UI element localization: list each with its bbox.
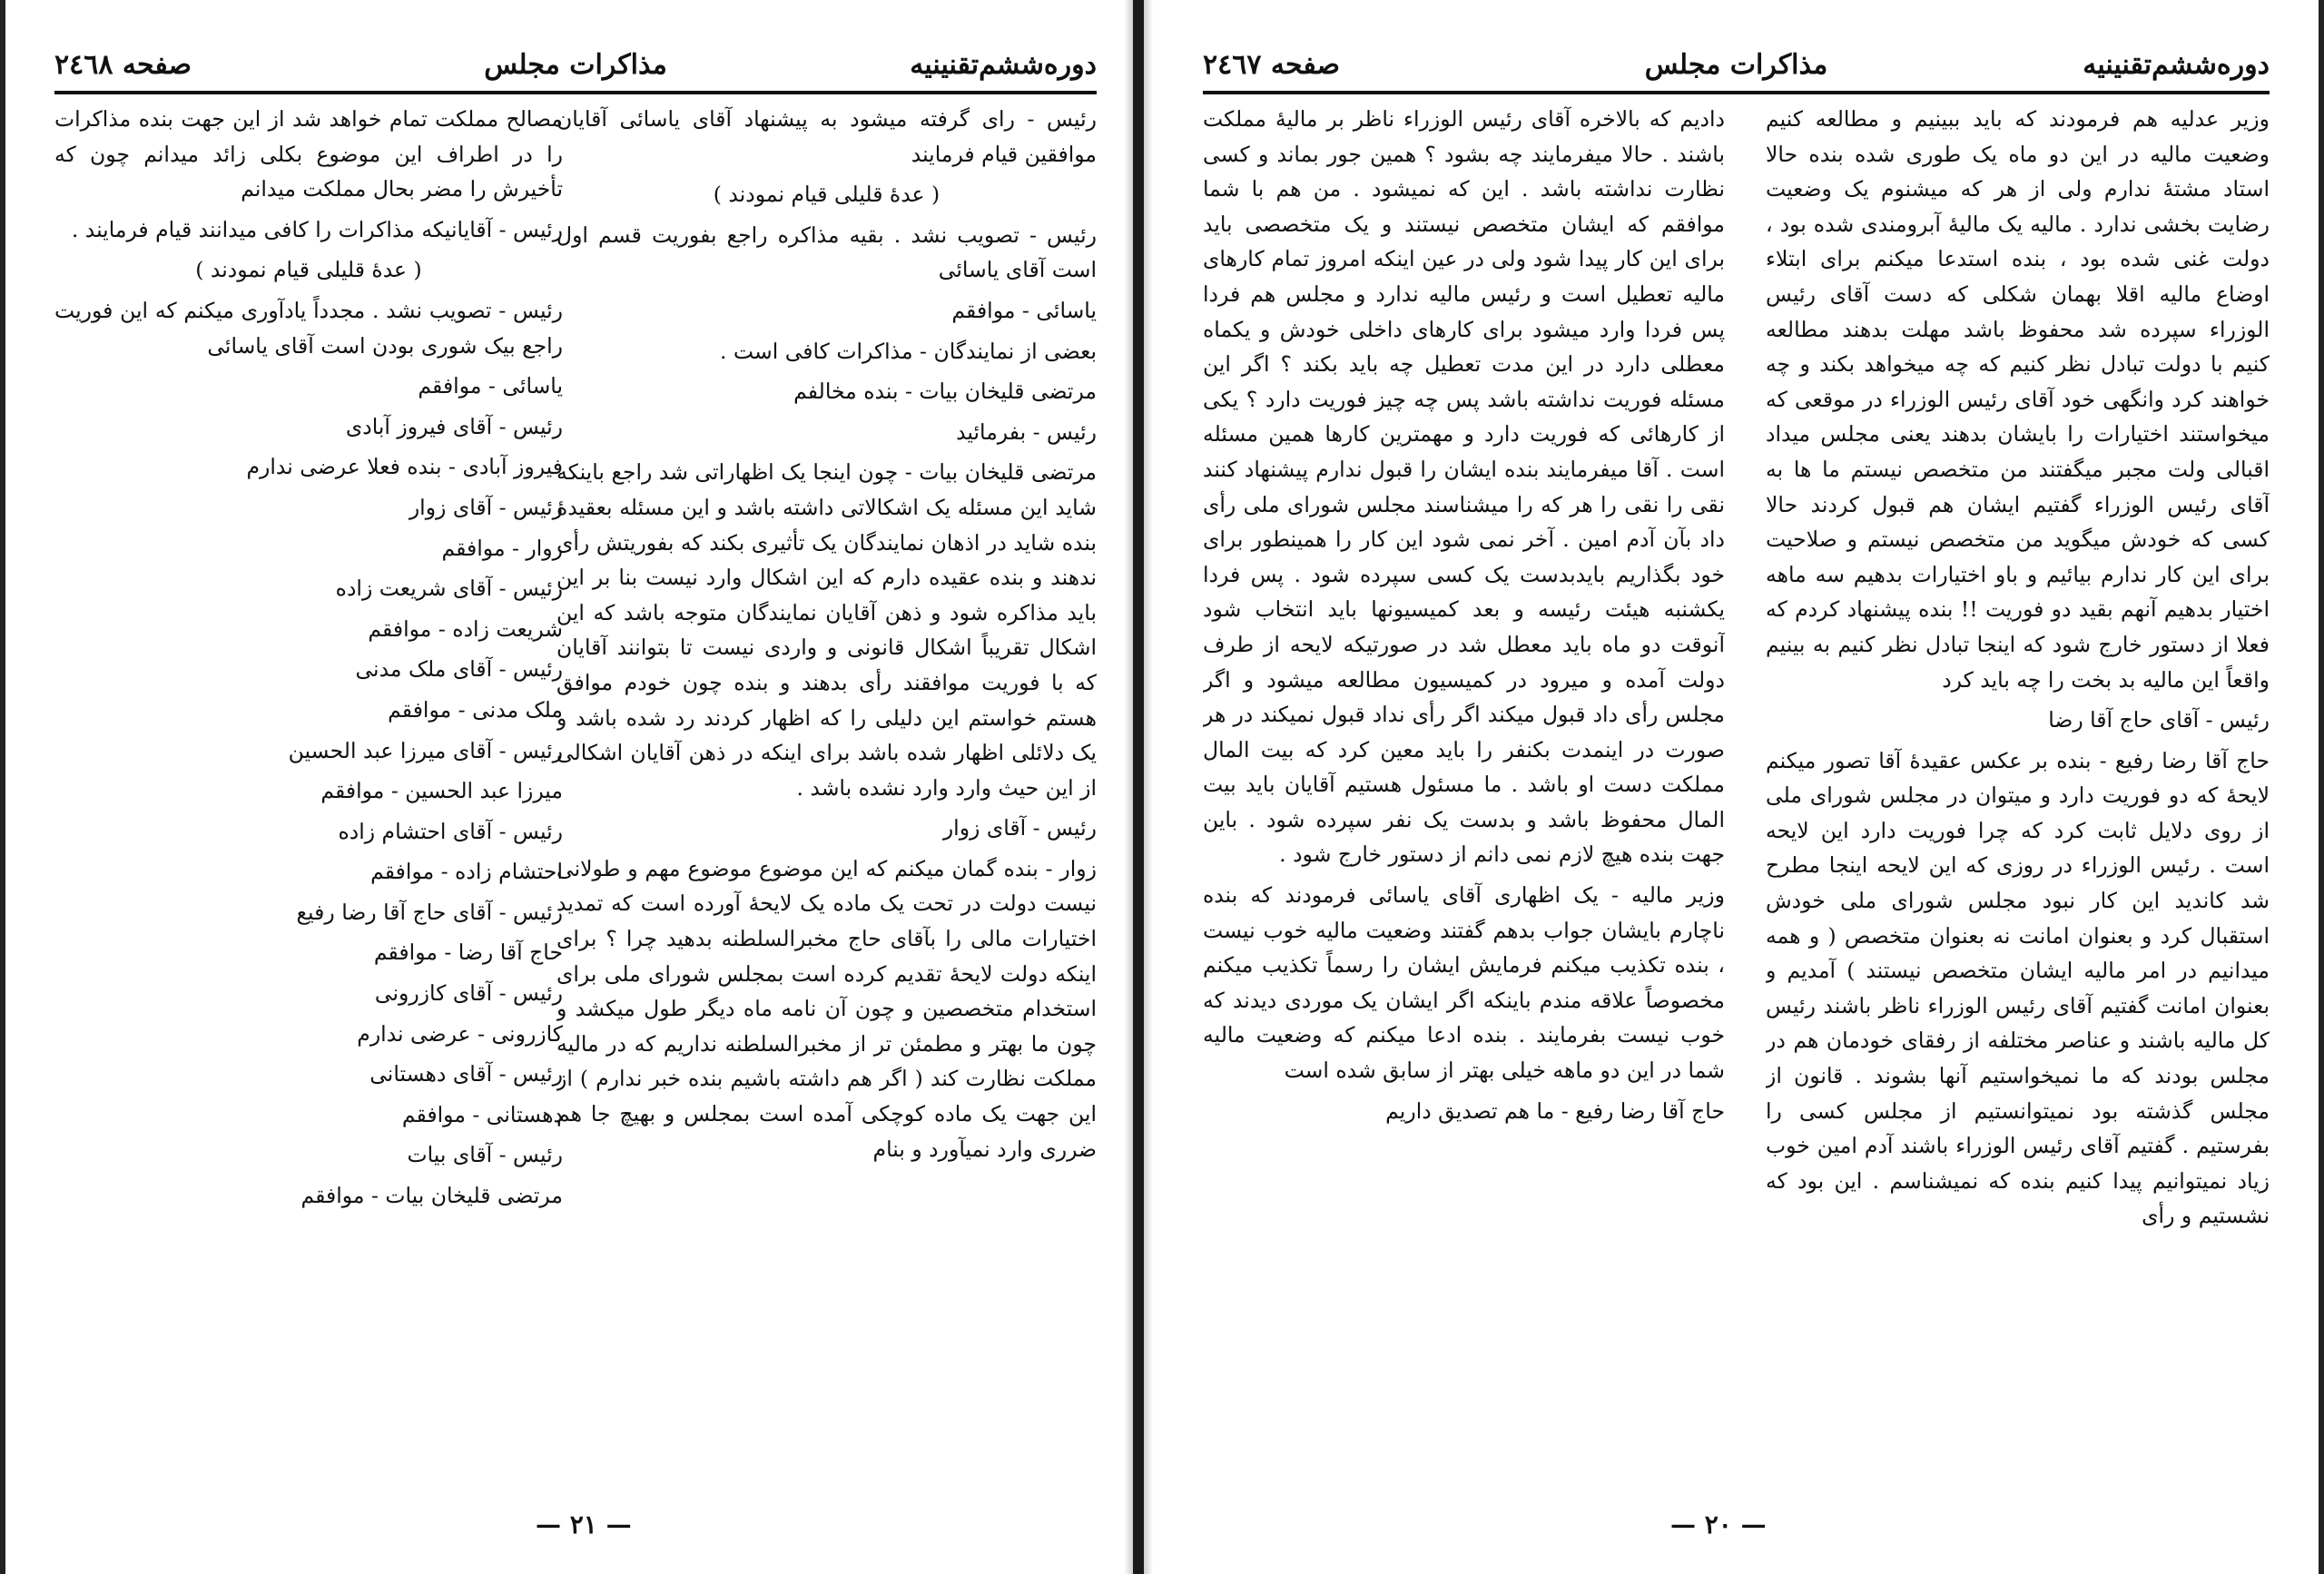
transcript-paragraph: احتشام زاده - موافقم — [370, 859, 563, 885]
transcript-paragraph: رئیس - آقای احتشام زاده — [338, 818, 563, 844]
transcript-paragraph: رئیس - بفرمائید — [956, 418, 1097, 445]
journal-title: دوره‌ششم‌تقنینیه — [2083, 49, 2270, 81]
page-footer-number: — ۲۰ — — [1670, 1510, 1767, 1540]
transcript-paragraph: رئیس - آقای بیات — [407, 1142, 563, 1168]
transcript-paragraph: رئیس - آقای زوار — [942, 815, 1097, 841]
transcript-paragraph: وزیر عدلیه هم فرمودند که باید ببینیم و مطالعه کنیم وضعیت مالیه در این دو ماه یک طوری شده بنده حالا استاد مشتهٔ ندارم ولی از هر که میشنوم یک وضعیت رضایت بخشی ندارد . مالیه یک مالیهٔ آبرومندی شده بود ، دولت غنی شده بود ، بنده استدعا میکنم برای ابتلاء اوضاع مالیه اقلا بهمان شکلی که دست آقای رئیس الوزراء سپرده شد محفوظ باشد مهلت بدهند مطالعه کنیم با دولت تبادل نظر کنیم که چه میخواهد بکند و چه خواهند کرد وانگهی خود آقای رئیس الوزراء در موقعی که میخواستند اختیارات را بایشان بدهند یعنی مجلس میداد اقبالی ولت مجبر میگفتند من متخصص نیستم ما ها به آقای رئیس الوزراء گفتیم ایشان هم قبول کردند حالا کسی که خودش میگوید من متخصص نیستم و صلاحیت برای این کار ندارم بیائیم و باو اختیارات بدهیم سه ماهه اختیار بدهیم آنهم بقید دو فوریت !! بنده پیشنهاد کردم که فعلا از دستور خارج شود که اینجا تبادل نظر کنیم به بینیم واقعاً این مالیه بد بخت را چه باید کرد — [1766, 106, 2270, 693]
transcript-paragraph: فیروز آبادی - بنده فعلا عرضی ندارم — [246, 454, 563, 480]
transcript-paragraph: مرتضی قلیخان بیات - موافقم — [300, 1183, 563, 1209]
transcript-paragraph: رئیس - آقایانیکه مذاکرات را کافی میدانند قیام فرمایند . — [71, 216, 563, 242]
transcript-paragraph: رئیس - آقای میرزا عبد الحسین — [288, 737, 563, 763]
transcript-paragraph: میرزا عبد الحسین - موافقم — [320, 778, 563, 804]
journal-title: دوره‌ششم‌تقنینیه — [910, 49, 1097, 81]
publication-title: مذاکرات مجلس — [1644, 49, 1828, 81]
transcript-paragraph: حاج آقا رضا - موافقم — [373, 939, 563, 966]
transcript-paragraph: زوار - موافقم — [441, 535, 563, 561]
transcript-paragraph: رئیس - آقای دهستانی — [369, 1061, 563, 1087]
transcript-paragraph: رئیس - تصویب نشد . بقیه مذاکره راجع بفوریت قسم اول است آقای یاسائی — [556, 221, 1097, 283]
right-page — [1144, 0, 2324, 1574]
publication-title: مذاکرات مجلس — [484, 49, 667, 81]
transcript-paragraph: بعضی از نمایندگان - مذاکرات کافی است . — [719, 338, 1097, 364]
transcript-paragraph: رئیس - آقای حاج آقا رضا رفیع — [296, 899, 563, 925]
transcript-paragraph: زوار - بنده گمان میکنم که این موضوع موضوع مهم و طولانی نیست دولت در تحت یک ماده یک لایحهٔ آورده است که تمدید اختیارات مالی را بآقای حاج مخبرالسلطنه بدهید چرا ؟ برای اینکه دولت لایحهٔ تقدیم کرده است بمجلس شورای ملی برای استخدام متخصصین و چون آن نامه ماه دیگر طول میکشد و چون ما بهتر و مطمئن تر از مخبرالسلطنه نداریم که در مالیه مملکت نظارت کند ( اگر هم داشته باشیم بنده خبر ندارم ) از این جهت یک ماده کوچکی آمده است بمجلس و بهیچ جا هم ضرری وارد نمیآورد و بنام — [556, 855, 1097, 1162]
transcript-paragraph: ( عدهٔ قلیلی قیام نمودند ) — [195, 257, 422, 283]
right-page-header — [1203, 44, 2270, 94]
page-number-label: صفحه ۲٤٦۷ — [1203, 49, 1340, 81]
header-rule — [54, 91, 1097, 94]
transcript-paragraph: حاج آقا رضا رفیع - ما هم تصدیق داریم — [1385, 1097, 1725, 1124]
transcript-paragraph: دادیم که بالاخره آقای رئیس الوزراء ناظر بر مالیهٔ مملکت باشند . حالا میفرمایند چه بشود ؟ همین جور بماند و کسی نظارت نداشته باشد . این که نمیشود . من هم با شما موافقم که ایشان متخصص نیستند و یک متخصصی باید برای این کار پیدا شود ولی در عین اینکه امروز تمام کارهای مالیه تعطیل است و رئیس مالیه ندارد و مجلس هم فردا پس فردا وارد میشود برای کارهای داخلی خودش و یکماه معطلی دارد در این مدت تعطیل چه باید بکند ؟ اگر این مسئله فوریت نداشته باشد پس چه چیز فوریت دارد ؟ یکی از کارهائی که فوریت دارد و مهمترین کارها همین مسئله است . آقا میفرمایند بنده ایشان را قبول ندارم پیشنهاد کنند نقی را نقی را هر که را میشناسند مجلس شورای ملی رأی داد بآن آدم امین . آخر نمی شود این کار را همینطور برای خود بگذاریم بایدبدست یک کسی سپرده شود . پس فردا یکشنبه هیئت رئیسه و بعد کمیسیونها باید انتخاب شود آنوقت دو ماه باید معطل شد در صورتیکه لایحه از طرف دولت آمده و میرود در کمیسیون مطالعه میشود و اگر مجلس رأی داد قبول میکند اگر رأی نداد قبول نمیکند در هر صورت در اینمدت بکنفر را باید معین کرد که بیت المال مملکت دست او باشد . ما مسئول هستیم آقایان باید بیت المال محفوظ باشد و بدست یک نفر سپرده شود . باین جهت بنده هیچ لازم نمی دانم از دستور خارج شود . — [1203, 106, 1725, 868]
book-gutter — [1133, 0, 1144, 1574]
right-page-left-column — [1203, 102, 1725, 1474]
transcript-paragraph: رئیس - آقای کازرونی — [374, 980, 563, 1007]
transcript-paragraph: رئیس - آقای فیروز آبادی — [345, 413, 563, 439]
transcript-paragraph: رئیس - آقای ملک مدنی — [355, 656, 563, 683]
transcript-paragraph: مصالح مملکت تمام خواهد شد از این جهت بنده مذاکرات را در اطراف این موضوع بکلی زائد میدانم چون که تأخیرش را مضر بحال مملکت میدانم — [54, 106, 563, 202]
transcript-paragraph: یاسائی - موافقم — [951, 297, 1097, 323]
left-page-left-column — [54, 102, 563, 1474]
left-page-right-column — [556, 102, 1097, 1474]
transcript-paragraph: رئیس - آقای شریعت زاده — [335, 575, 563, 602]
transcript-paragraph: مرتضی قلیخان بیات - چون اینجا یک اظهاراتی شد راجع باینکه شاید این مسئله یک اشکالاتی داشته باشد و این مسئله بعقیدهٔ بنده شاید در اذهان نمایندگان یک تأثیری بکند که بفوریتش رأی ندهند و بنده عقیده دارم که این اشکال وارد نیست بنا بر این باید مذاکره شود و ذهن آقایان نمایندگان متوجه باشد که این اشکال تقریباً اشکال قانونی و واردی نیست تا بتوانند آقایان که با فوریت موافقند رأی بدهند و بنده چون خودم موافق هستم خواستم این دلیلی را که اظهار کردند رد شده باشد و یک دلائلی اظهار شده باشد برای اینکه در ذهن آقایان اشکالی از این حیث وارد وارد نشده باشد . — [556, 459, 1097, 801]
page-footer-number: — ۲۱ — — [536, 1510, 632, 1540]
transcript-paragraph: ( عدهٔ قلیلی قیام نمودند ) — [713, 182, 940, 208]
right-page-right-column — [1766, 102, 2270, 1474]
transcript-paragraph: دهستانی - موافقم — [401, 1101, 563, 1127]
left-page — [0, 0, 1133, 1574]
page-number-label: صفحه ۲٤٦٨ — [54, 49, 192, 81]
transcript-paragraph: وزیر مالیه - یک اظهاری آقای یاسائی فرمودند که بنده ناچارم بایشان جواب بدهم گفتند وضعیت مالیه خوب نیست ، بنده تکذیب میکنم فرمایش ایشان را رسماً تکذیب میکنم مخصوصاً علاقه مندم باینکه اگر ایشان یک موردی دیدند که خوب نیست بفرمایند . بنده ادعا میکنم که وضعیت مالیه شما در این دو ماهه خیلی بهتر از سابق شده است — [1203, 882, 1725, 1084]
transcript-paragraph: رئیس - آقای حاج آقا رضا — [2048, 707, 2270, 733]
transcript-paragraph: حاج آقا رضا رفیع - بنده بر عکس عقیدهٔ آقا تصور میکنم لایحهٔ که دو فوریت دارد و میتوان در مجلس شورای ملی از روی دلایل ثابت کرد که چرا فوریت دارد این لایحه است . رئیس الوزراء در روزی که این لایحه اینجا مطرح شد کاندید این کار نبود مجلس شورای ملی خودش استقبال کرد و بعنوان امانت نه بعنوان متخصص ( و همه میدانیم در امر مالیه ایشان متخصص نیستند ) آمدیم و بعنوان امانت گفتیم آقای رئیس الوزراء ناظر باشند رئیس کل مالیه باشند و عناصر مختلفه از رفقای خودمان هم در مجلس بودند که ما نمیخواستیم آنها بشوند . قانون از مجلس گذشته بود نمیتوانستیم از مجلس کسی را بفرستیم . گفتیم آقای رئیس الوزراء باشند آدم امین خوب زیاد نمیتوانیم پیدا کنیم بنده که نمیشناسم . این بود که نشستیم و رأی — [1766, 747, 2270, 1229]
transcript-paragraph: رئیس - رای گرفته میشود به پیشنهاد آقای یاسائی آقایان موافقین قیام فرمایند — [556, 106, 1097, 167]
transcript-paragraph: رئیس - تصویب نشد . مجدداً یادآوری میکنم که این فوریت راجع بیک شوری بودن است آقای یاسائی — [54, 297, 563, 359]
left-page-header — [54, 44, 1097, 94]
transcript-paragraph: یاسائی - موافقم — [418, 373, 563, 399]
header-rule — [1203, 91, 2270, 94]
transcript-paragraph: ملک مدنی - موافقم — [388, 696, 563, 723]
transcript-paragraph: رئیس - آقای زوار — [409, 494, 563, 520]
transcript-paragraph: مرتضی قلیخان بیات - بنده مخالفم — [793, 379, 1097, 405]
transcript-paragraph: شریعت زاده - موافقم — [368, 615, 563, 642]
transcript-paragraph: کازرونی - عرضی ندارم — [357, 1020, 563, 1047]
